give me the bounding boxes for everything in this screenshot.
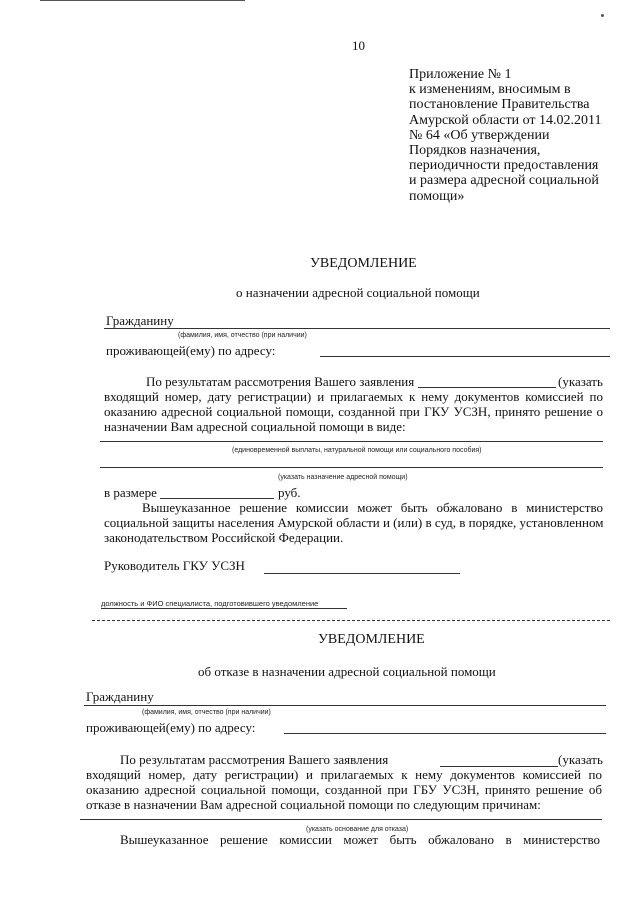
notice1-fio-line xyxy=(104,328,610,329)
appendix-line: Амурской области от 14.02.2011 xyxy=(409,112,602,128)
notice1-amount-unit: руб. xyxy=(278,485,301,500)
notice2-para2-line1: Вышеуказанное решение комиссии может быть обжаловано в министерство xyxy=(120,832,600,847)
notice1-head-label: Руководитель ГКУ УСЗН xyxy=(104,558,245,573)
notice1-para2-line1: Вышеуказанное решение комиссии может быть обжаловано в министерство xyxy=(142,500,603,515)
notice1-signature-line xyxy=(264,573,460,574)
notice1-amount-label: в размере xyxy=(104,485,157,500)
appendix-line: постановление Правительства xyxy=(409,97,590,113)
notice1-preparer-line xyxy=(101,608,347,609)
appendix-line: Приложение № 1 xyxy=(409,67,512,82)
scan-top-edge-mark xyxy=(40,0,245,1)
notice1-para2-line2: социальной защиты населения Амурской области и (или) в суд, в порядке, установленном xyxy=(104,515,604,530)
page-number: 10 xyxy=(352,38,365,53)
notice1-title: УВЕДОМЛЕНИЕ xyxy=(310,256,417,271)
notice1-subtitle: о назначении адресной социальной помощи xyxy=(236,285,480,300)
notice1-form-line xyxy=(100,441,603,442)
notice2-subtitle: об отказе в назначении адресной социальной помощи xyxy=(198,664,496,679)
notice1-para2-line3: законодательством Российской Федерации. xyxy=(104,530,344,545)
notice2-para1-line3: оказанию адресной социальной помощи, созданной при ГБУ УСЗН, принято решение об xyxy=(86,782,602,797)
notice2-para1-line1-end: (указать xyxy=(558,752,603,767)
appendix-line: помощи» xyxy=(409,188,465,204)
notice2-fio-hint: (фамилия, имя, отчество (при наличии) xyxy=(142,709,271,716)
notice1-application-line xyxy=(418,387,556,388)
notice2-reason-hint: (указать основание для отказа) xyxy=(306,826,409,833)
notice2-address-line xyxy=(284,733,606,734)
notice2-para1-line4: отказе в назначении Вам адресной социальной помощи по следующим причинам: xyxy=(86,797,541,812)
appendix-line: № 64 «Об утверждении xyxy=(409,127,550,143)
notice1-amount-line xyxy=(160,498,274,499)
notice1-citizen-label: Гражданину xyxy=(106,313,174,328)
notice2-para1-line1: По результатам рассмотрения Вашего заявления xyxy=(120,752,389,767)
notice2-para1-line2: входящий номер, дату регистрации) и прилагаемых к нему документов комиссией по xyxy=(86,767,602,782)
notice2-title: УВЕДОМЛЕНИЕ xyxy=(318,632,425,647)
appendix-line: Порядков назначения, xyxy=(409,143,541,159)
notice1-para1-line2: входящий номер, дату регистрации) и прилагаемых к нему документов комиссией по xyxy=(104,389,603,404)
notice1-form-hint: (единовременной выплаты, натуральной помощи или социального пособия) xyxy=(232,447,482,454)
appendix-line: и размера адресной социальной xyxy=(409,173,599,189)
notice1-address-label: проживающей(ему) по адресу: xyxy=(106,343,276,358)
notice1-preparer-hint: должность и ФИО специалиста, подготовившего уведомление xyxy=(101,599,319,608)
cut-separator xyxy=(92,620,610,621)
notice1-para1-line1-end: (указать xyxy=(558,374,603,389)
notice1-fio-hint: (фамилия, имя, отчество (при наличии) xyxy=(178,332,307,339)
notice1-para1-line4: назначении Вам адресной социальной помощи в виде: xyxy=(104,419,406,434)
notice1-para1-line3: оказанию адресной социальной помощи, созданной при ГКУ УСЗН, принято решение о xyxy=(104,404,603,419)
notice2-address-label: проживающей(ему) по адресу: xyxy=(86,720,256,735)
notice1-para1-line1: По результатам рассмотрения Вашего заявления xyxy=(146,374,415,389)
appendix-block xyxy=(409,67,601,204)
appendix-line: периодичности предоставления xyxy=(409,158,599,174)
notice1-kind-hint: (указать назначение адресной помощи) xyxy=(278,474,408,481)
notice2-reason-line xyxy=(80,819,602,820)
scan-dot-mark xyxy=(601,14,604,17)
notice2-citizen-label: Гражданину xyxy=(86,689,154,704)
notice1-address-line xyxy=(320,356,610,357)
notice1-kind-line xyxy=(100,467,603,468)
appendix-line: к изменениям, вносимым в xyxy=(409,82,571,98)
notice2-fio-line xyxy=(84,705,606,706)
